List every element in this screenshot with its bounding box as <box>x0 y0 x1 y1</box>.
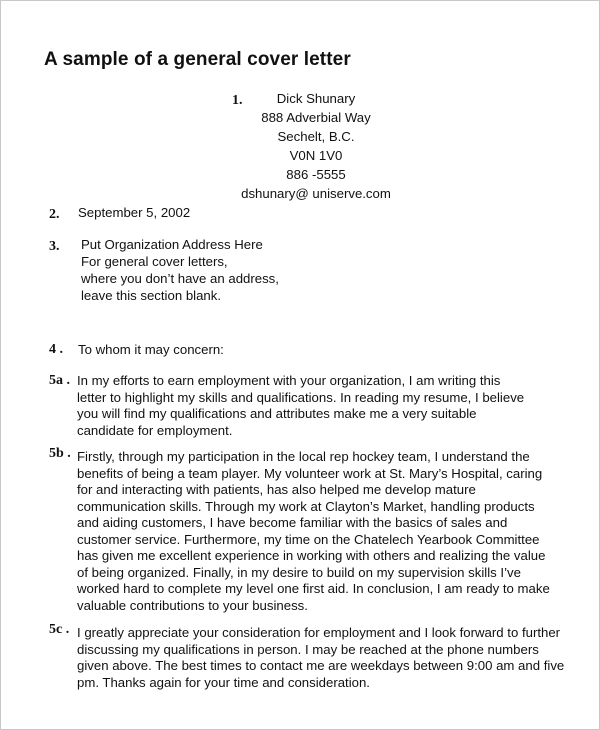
section-marker-5c: 5c . <box>49 622 70 637</box>
paragraph-line: and aiding customers, I have become familiar with the basics of sales and <box>77 515 508 530</box>
section-marker-1: 1. <box>232 93 243 108</box>
sender-email: dshunary@ uniserve.com <box>241 186 391 201</box>
paragraph-line: worked hard to complete my level one first aid. In conclusion, I am ready to make <box>77 581 550 596</box>
paragraph-line: has given me excellent experience in working with others and realizing the value <box>77 548 546 563</box>
sender-phone: 886 -5555 <box>286 167 346 182</box>
document-title: A sample of a general cover letter <box>44 49 351 70</box>
paragraph-5c <box>77 625 564 691</box>
salutation: To whom it may concern: <box>78 342 224 357</box>
section-marker-3: 3. <box>49 239 60 254</box>
paragraph-line: of being organized. Finally, in my desire to build on my supervision skills I’ve <box>77 564 521 580</box>
org-address-line: leave this section blank. <box>81 288 222 303</box>
letter-date: September 5, 2002 <box>78 205 191 220</box>
org-address-line: Put Organization Address Here <box>81 237 263 252</box>
sender-city: Sechelt, B.C. <box>277 129 355 144</box>
sender-address <box>226 89 406 203</box>
paragraph-line: letter to highlight my skills and qualifications. In reading my resume, I believe <box>77 389 525 405</box>
paragraph-5a <box>77 373 524 439</box>
paragraph-line: given above. The best times to contact me are weekdays between 9:00 am and five <box>77 658 565 673</box>
paragraph-line: candidate for employment. <box>77 422 233 438</box>
paragraph-line: valuable contributions to your business. <box>77 597 308 613</box>
section-marker-2: 2. <box>49 207 60 222</box>
sender-street: 888 Adverbial Way <box>261 110 371 125</box>
org-address-line: For general cover letters, <box>81 254 228 269</box>
section-marker-5a: 5a . <box>49 373 70 388</box>
sender-postal-code: V0N 1V0 <box>289 148 343 163</box>
paragraph-line: you will find my qualifications and attributes make me a very suitable <box>77 406 477 421</box>
paragraph-line: In my efforts to earn employment with your organization, I am writing this <box>77 373 501 388</box>
paragraph-line: discussing my qualifications in person. I may be reached at the phone numbers <box>77 641 539 657</box>
paragraph-line: for and interacting with patients, has also helped me develop mature <box>77 482 476 497</box>
section-marker-4: 4 . <box>49 342 63 357</box>
paragraph-5b <box>77 449 550 614</box>
paragraph-line: benefits of being a team player. My volunteer work at St. Mary’s Hospital, caring <box>77 465 543 481</box>
paragraph-line: I greatly appreciate your consideration for employment and I look forward to further <box>77 625 561 640</box>
org-address-line: where you don’t have an address, <box>81 271 279 286</box>
sender-name: Dick Shunary <box>276 91 356 106</box>
paragraph-line: pm. Thanks again for your time and consideration. <box>77 674 370 690</box>
section-marker-5b: 5b . <box>49 446 71 461</box>
paragraph-line: communication skills. Through my work at Clayton’s Market, handling products <box>77 498 535 514</box>
paragraph-line: customer service. Furthermore, my time on the Chatelech Yearbook Committee <box>77 531 540 547</box>
organization-address <box>81 236 279 304</box>
paragraph-line: Firstly, through my participation in the local rep hockey team, I understand the <box>77 449 530 464</box>
